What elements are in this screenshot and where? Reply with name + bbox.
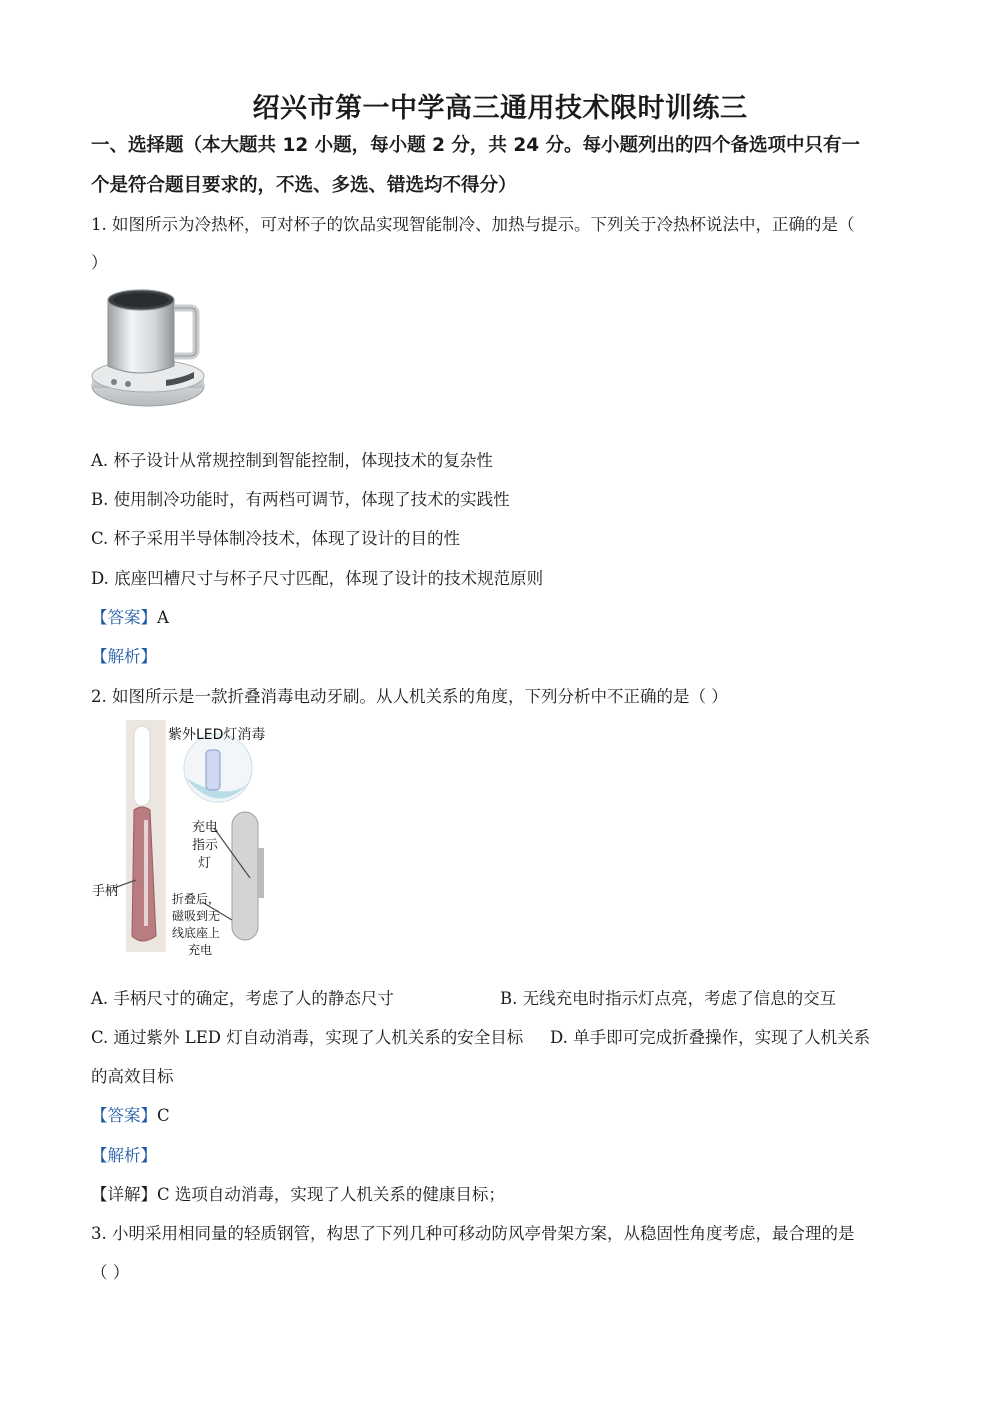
q2-option-a: A. 手柄尺寸的确定，考虑了人的静态尺寸: [91, 989, 394, 1008]
indicator-label-3: 灯: [198, 856, 212, 871]
q1-option-b: B. 使用制冷功能时，有两档可调节，体现了技术的实践性: [91, 490, 510, 509]
q2-analysis-line: [91, 1142, 157, 1166]
q1-answer-line: [91, 604, 169, 628]
q1-analysis-tag: 【解析】: [91, 647, 157, 666]
q1-stem: 1. 如图所示为冷热杯，可对杯子的饮品实现智能制冷、加热与提示。下列关于冷热杯说法中，正确的是（: [91, 215, 855, 234]
indicator-label-1: 充电: [192, 820, 219, 835]
q2-option-c: C. 通过紫外 LED 灯自动消毒，实现了人机关系的安全目标: [91, 1028, 524, 1047]
q3-stem-continued: （ ）: [91, 1263, 130, 1282]
fold-label-2: 磁吸到无: [172, 909, 221, 923]
indicator-label-2: 指示: [192, 838, 219, 853]
fold-label-4: 充电: [188, 943, 213, 957]
q1-answer-tag: 【答案】: [91, 608, 157, 627]
q1-stem-continued: ）: [91, 253, 108, 272]
q2-detail-tag: 【详解】: [91, 1185, 157, 1204]
q2-option-d-continued: 的高效目标: [91, 1067, 174, 1086]
q1-answer-value: A: [157, 608, 169, 627]
section-heading-line1: 一、选择题（本大题共 12 小题，每小题 2 分，共 24 分。每小题列出的四个备选项中只有一: [91, 135, 861, 156]
q2-answer-line: [91, 1102, 170, 1126]
document-title: 绍兴市第一中学高三通用技术限时训练三: [252, 93, 748, 124]
q2-detail-text: C 选项自动消毒，实现了人机关系的健康目标；: [157, 1185, 505, 1204]
q2-answer-tag: 【答案】: [91, 1106, 157, 1125]
fold-label-3: 线底座上: [172, 926, 221, 940]
q1-cup-figure: [90, 278, 210, 412]
q1-option-d: D. 底座凹槽尺寸与杯子尺寸匹配，体现了设计的技术规范原则: [91, 569, 544, 588]
q2-option-b: B. 无线充电时指示灯点亮，考虑了信息的交互: [500, 989, 837, 1008]
uv-led-label: 紫外LED灯消毒: [168, 727, 266, 743]
q2-answer-value: C: [157, 1106, 170, 1125]
q1-analysis-line: [91, 643, 157, 667]
q1-option-c: C. 杯子采用半导体制冷技术，体现了设计的目的性: [91, 529, 461, 548]
fold-label-1: 折叠后，: [172, 892, 221, 906]
q2-stem: 2. 如图所示是一款折叠消毒电动牙刷。从人机关系的角度，下列分析中不正确的是（ ）: [91, 687, 728, 706]
section-heading-line2: 个是符合题目要求的，不选、多选、错选均不得分）: [91, 175, 517, 196]
q3-stem: 3. 小明采用相同量的轻质钢管，构思了下列几种可移动防风亭骨架方案，从稳固性角度考虑，最合理的是: [91, 1224, 855, 1243]
q1-option-a: A. 杯子设计从常规控制到智能控制，体现技术的复杂性: [91, 451, 493, 470]
cup-warmer-image: [90, 278, 210, 412]
handle-label: 手柄: [92, 884, 119, 899]
q2-analysis-tag: 【解析】: [91, 1146, 157, 1165]
q2-option-d: D. 单手即可完成折叠操作，实现了人机关系: [550, 1028, 871, 1047]
q2-toothbrush-figure: [90, 720, 290, 964]
q2-detail-line: [91, 1181, 505, 1205]
